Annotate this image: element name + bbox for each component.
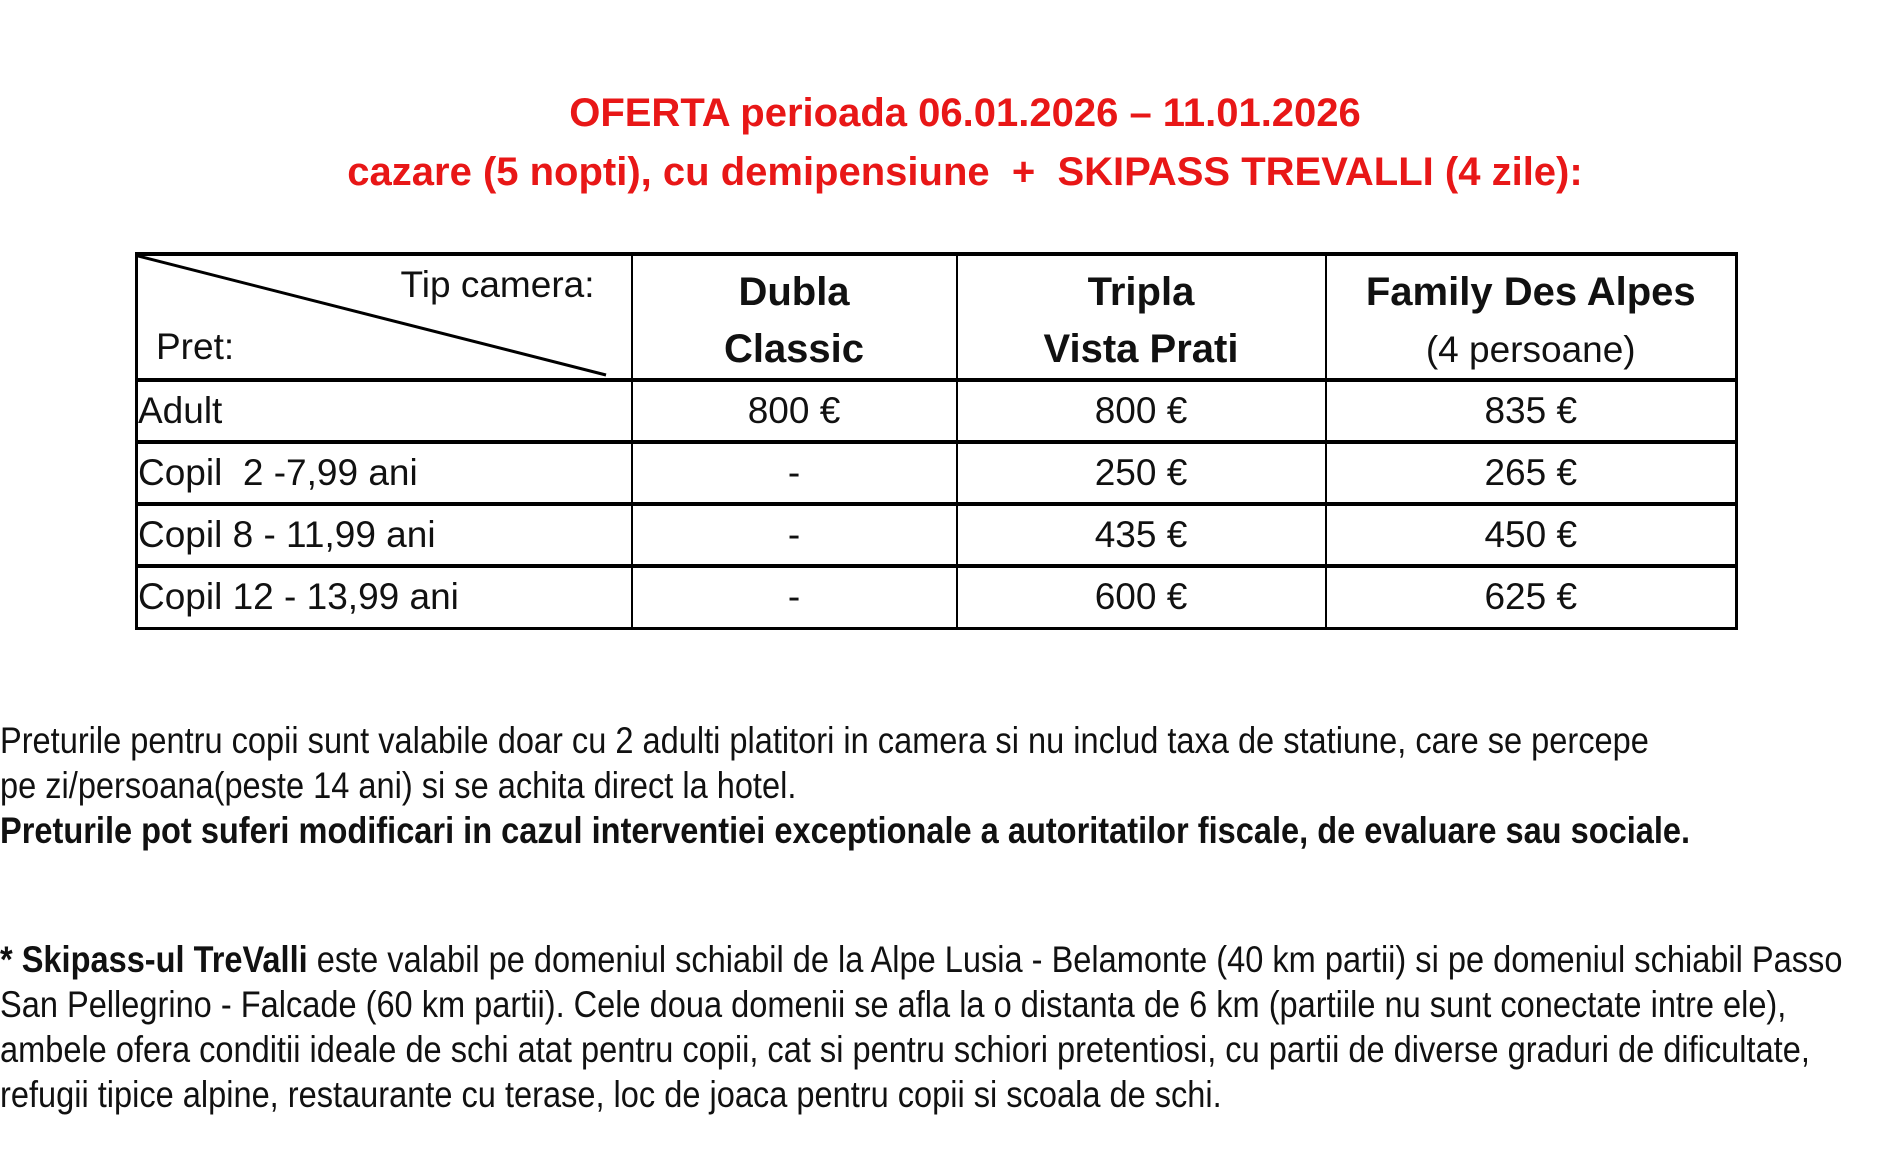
column-header-line2: (4 persoane) [1425, 329, 1636, 370]
column-header-line1: Tripla [1087, 270, 1195, 314]
skipass-line [0, 937, 1842, 982]
note-line: Preturile pentru copii sunt valabile doar cu 2 adulti platitori in camera si nu includ taxa de statiune, care se percepe [0, 720, 1649, 761]
row-label: Copil 2 -7,99 ani [137, 442, 632, 504]
skipass-line: refugii tipice alpine, restaurante cu terase, loc de joaca pentru copii si scoala de schi. [0, 1074, 1222, 1115]
column-header-line2: Vista Prati [1043, 327, 1239, 371]
price-cell: - [632, 442, 957, 504]
price-cell: 265 € [1326, 442, 1737, 504]
price-cell: 250 € [957, 442, 1326, 504]
table-row-copil-8-11 [137, 504, 1737, 566]
price-cell: - [632, 504, 957, 566]
price-cell: 625 € [1326, 566, 1737, 628]
corner-cell [137, 254, 632, 380]
price-cell: 800 € [957, 380, 1326, 442]
offer-title-period: OFERTA perioada 06.01.2026 – 11.01.2026 [569, 91, 1361, 135]
column-header-family-des-alpes [1326, 254, 1737, 380]
skipass-line: San Pellegrino - Falcade (60 km partii). Cele doua domenii se afla la o distanta de 6 km (partiile nu sunt conectate intre ele), [0, 984, 1787, 1025]
offer-title-package: cazare (5 nopti), cu demipensiune + SKIPASS TREVALLI (4 zile): [347, 150, 1583, 194]
corner-label-tip-camera: Tip camera: [400, 264, 595, 305]
children-price-notes [0, 718, 1898, 853]
price-cell: 600 € [957, 566, 1326, 628]
price-cell: - [632, 566, 957, 628]
header-row [137, 254, 1737, 380]
column-header-tripla-vista-prati [957, 254, 1326, 380]
corner-label-pret: Pret: [156, 326, 235, 367]
price-cell: 435 € [957, 504, 1326, 566]
table-row-copil-12-13 [137, 566, 1737, 628]
offer-title [16, 84, 1898, 202]
price-table-header-group [137, 254, 1737, 628]
table-row-adult [137, 380, 1737, 442]
price-change-disclaimer: Preturile pot suferi modificari in cazul interventiei exceptionale a autoritatilor fiscale, de evaluare sau sociale. [0, 810, 1691, 851]
price-cell: 450 € [1326, 504, 1737, 566]
skipass-description [0, 937, 1898, 1117]
table-row-copil-2-7 [137, 442, 1737, 504]
column-header-line1: Family Des Alpes [1365, 270, 1696, 314]
price-cell: 800 € [632, 380, 957, 442]
row-label: Copil 12 - 13,99 ani [137, 566, 632, 628]
row-label: Adult [137, 380, 632, 442]
column-header-line1: Dubla [738, 270, 850, 314]
skipass-bold-intro: * Skipass-ul TreValli [0, 939, 308, 980]
price-cell: 835 € [1326, 380, 1737, 442]
row-label: Copil 8 - 11,99 ani [137, 504, 632, 566]
price-table [135, 252, 1738, 630]
skipass-line1-rest: este valabil pe domeniul schiabil de la Alpe Lusia - Belamonte (40 km partii) si pe domeniul schiabil Passo [307, 939, 1843, 980]
column-header-line2: Classic [723, 327, 865, 371]
column-header-dubla-classic [632, 254, 957, 380]
skipass-line: ambele ofera conditii ideale de schi atat pentru copii, cat si pentru schiori pretentiosi, cu partii de diverse graduri de dificultate, [0, 1029, 1810, 1070]
note-line: pe zi/persoana(peste 14 ani) si se achita direct la hotel. [0, 765, 797, 806]
